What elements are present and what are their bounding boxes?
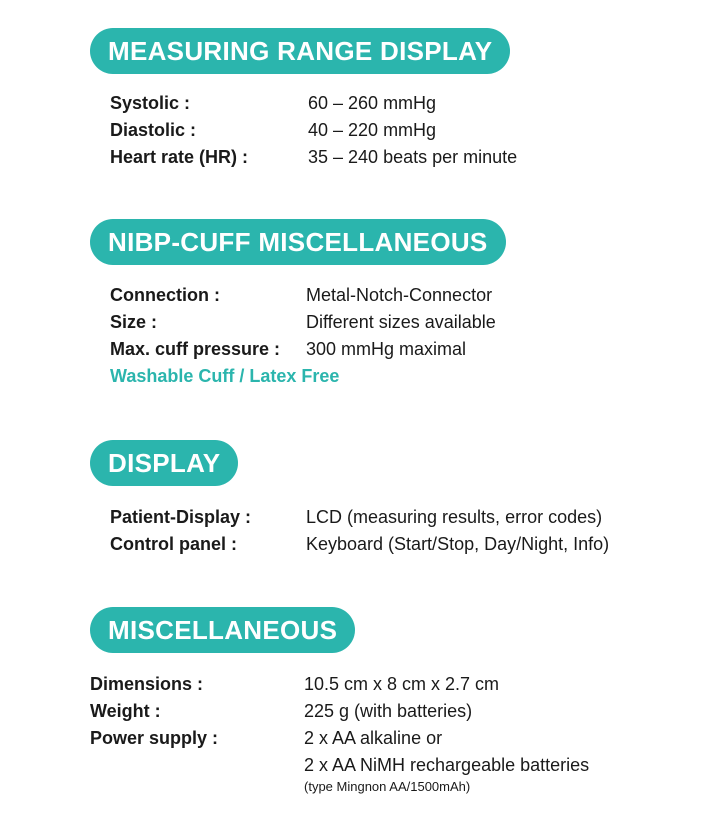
spec-label: Control panel : <box>110 534 237 554</box>
spec-row-control-panel <box>110 531 690 557</box>
spec-value: Metal-Notch-Connector <box>306 285 493 305</box>
spec-row-systolic <box>110 90 670 116</box>
spec-row-connection <box>110 282 670 308</box>
spec-label: Connection : <box>110 285 220 305</box>
washable-cuff-note: Washable Cuff / Latex Free <box>110 366 340 386</box>
section-title-nibp-cuff: NIBP-CUFF MISCELLANEOUS <box>90 219 506 265</box>
spec-value: 35 – 240 beats per minute <box>308 147 518 167</box>
spec-value: 2 x AA alkaline or <box>304 728 443 748</box>
spec-value: 2 x AA NiMH rechargeable batteries <box>304 755 590 775</box>
section-title-display: DISPLAY <box>90 440 238 486</box>
spec-label: Patient-Display : <box>110 507 252 527</box>
spec-row-weight <box>90 698 670 724</box>
spec-row-dimensions <box>90 671 670 697</box>
spec-value: LCD (measuring results, error codes) <box>306 507 603 527</box>
spec-value: 60 – 260 mmHg <box>308 93 437 113</box>
spec-value: Keyboard (Start/Stop, Day/Night, Info) <box>306 534 610 554</box>
spec-value: 40 – 220 mmHg <box>308 120 437 140</box>
section-title-measuring-range: MEASURING RANGE DISPLAY <box>90 28 510 74</box>
spec-value: 10.5 cm x 8 cm x 2.7 cm <box>304 674 500 694</box>
spec-row-max-cuff-pressure <box>110 336 670 362</box>
spec-label: Weight : <box>90 701 161 721</box>
spec-label: Max. cuff pressure : <box>110 339 281 359</box>
spec-label: Diastolic : <box>110 120 197 140</box>
spec-label: Systolic : <box>110 93 191 113</box>
spec-label: Heart rate (HR) : <box>110 147 249 167</box>
spec-row-power-supply-alt <box>90 752 670 778</box>
spec-row-diastolic <box>110 117 670 143</box>
spec-value: 225 g (with batteries) <box>304 701 473 721</box>
spec-label: Dimensions : <box>90 674 204 694</box>
spec-row-size <box>110 309 670 335</box>
spec-row-power-supply <box>90 725 670 751</box>
section-title-miscellaneous: MISCELLANEOUS <box>90 607 355 653</box>
spec-value: 300 mmHg maximal <box>306 339 467 359</box>
spec-value: Different sizes available <box>306 312 496 332</box>
spec-row-patient-display <box>110 504 690 530</box>
spec-row-heart-rate <box>110 144 670 170</box>
spec-label: Size : <box>110 312 158 332</box>
battery-type-footnote: (type Mingnon AA/1500mAh) <box>304 779 471 794</box>
spec-label: Power supply : <box>90 728 219 748</box>
